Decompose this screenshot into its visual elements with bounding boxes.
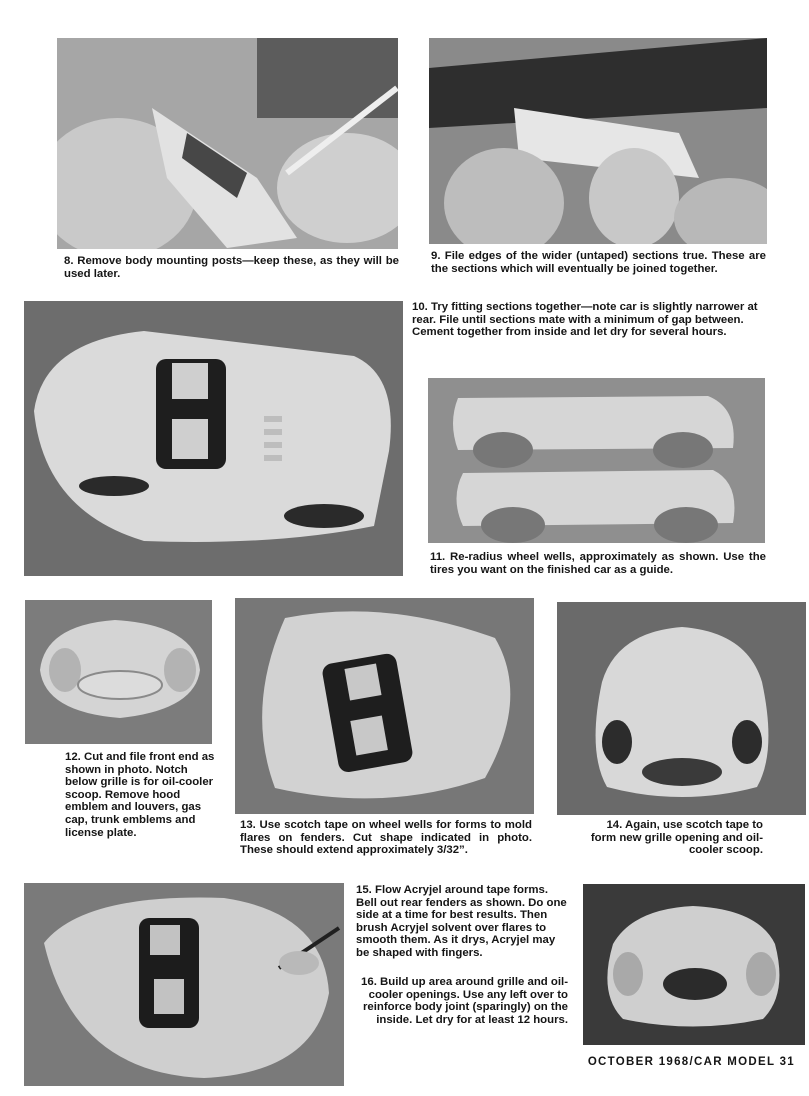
photo-step-16 xyxy=(583,884,805,1045)
photo-12-image xyxy=(25,600,212,744)
caption-step-8: 8. Remove body mounting posts—keep these, as they will be used later. xyxy=(64,255,399,280)
caption-step-10: 10. Try fitting sections together—note car is slightly narrower at rear. File until sections mate with a minimum of gap between. Cement together from inside and let dry for several hours. xyxy=(412,301,758,339)
caption-step-14: 14. Again, use scotch tape to form new grille opening and oil-cooler scoop. xyxy=(590,819,763,857)
photo-step-12 xyxy=(25,600,212,744)
photo-step-10 xyxy=(24,301,403,576)
photo-16-image xyxy=(583,884,805,1045)
photo-14-image xyxy=(557,602,806,815)
photo-9-image xyxy=(429,38,767,244)
photo-8-image xyxy=(57,38,398,249)
page-footer: OCTOBER 1968/CAR MODEL 31 xyxy=(587,1056,795,1068)
photo-step-9 xyxy=(429,38,767,244)
photo-step-15 xyxy=(24,883,344,1086)
caption-step-15: 15. Flow Acryjel around tape forms. Bell out rear fenders as shown. Do one side at a time for best results. Then brush Acryjel solvent over flares to smooth them. As it drys, Acryjel may be shaped with fingers. xyxy=(356,884,567,959)
photo-step-14 xyxy=(557,602,806,815)
caption-step-9: 9. File edges of the wider (untaped) sections true. These are the sections which will eventually be joined together. xyxy=(431,250,766,275)
photo-11-image xyxy=(428,378,765,543)
photo-step-8 xyxy=(57,38,398,249)
photo-13-image xyxy=(235,598,534,814)
photo-15-image xyxy=(24,883,344,1086)
photo-10-image xyxy=(24,301,403,576)
caption-step-13: 13. Use scotch tape on wheel wells for forms to mold flares on fenders. Cut shape indicated in photo. These should extend approximately 3/32”. xyxy=(240,819,532,857)
caption-step-16: 16. Build up area around grille and oil-cooler openings. Use any left over to reinforce body joint (sparingly) on the inside. Let dry for at least 12 hours. xyxy=(361,976,568,1026)
caption-step-12: 12. Cut and file front end as shown in photo. Notch below grille is for oil-cooler scoop. Remove hood emblem and louvers, gas cap, trunk emblems and license plate. xyxy=(65,751,215,839)
caption-step-11: 11. Re-radius wheel wells, approximately as shown. Use the tires you want on the finished car as a guide. xyxy=(430,551,766,576)
photo-step-11 xyxy=(428,378,765,543)
photo-step-13 xyxy=(235,598,534,814)
